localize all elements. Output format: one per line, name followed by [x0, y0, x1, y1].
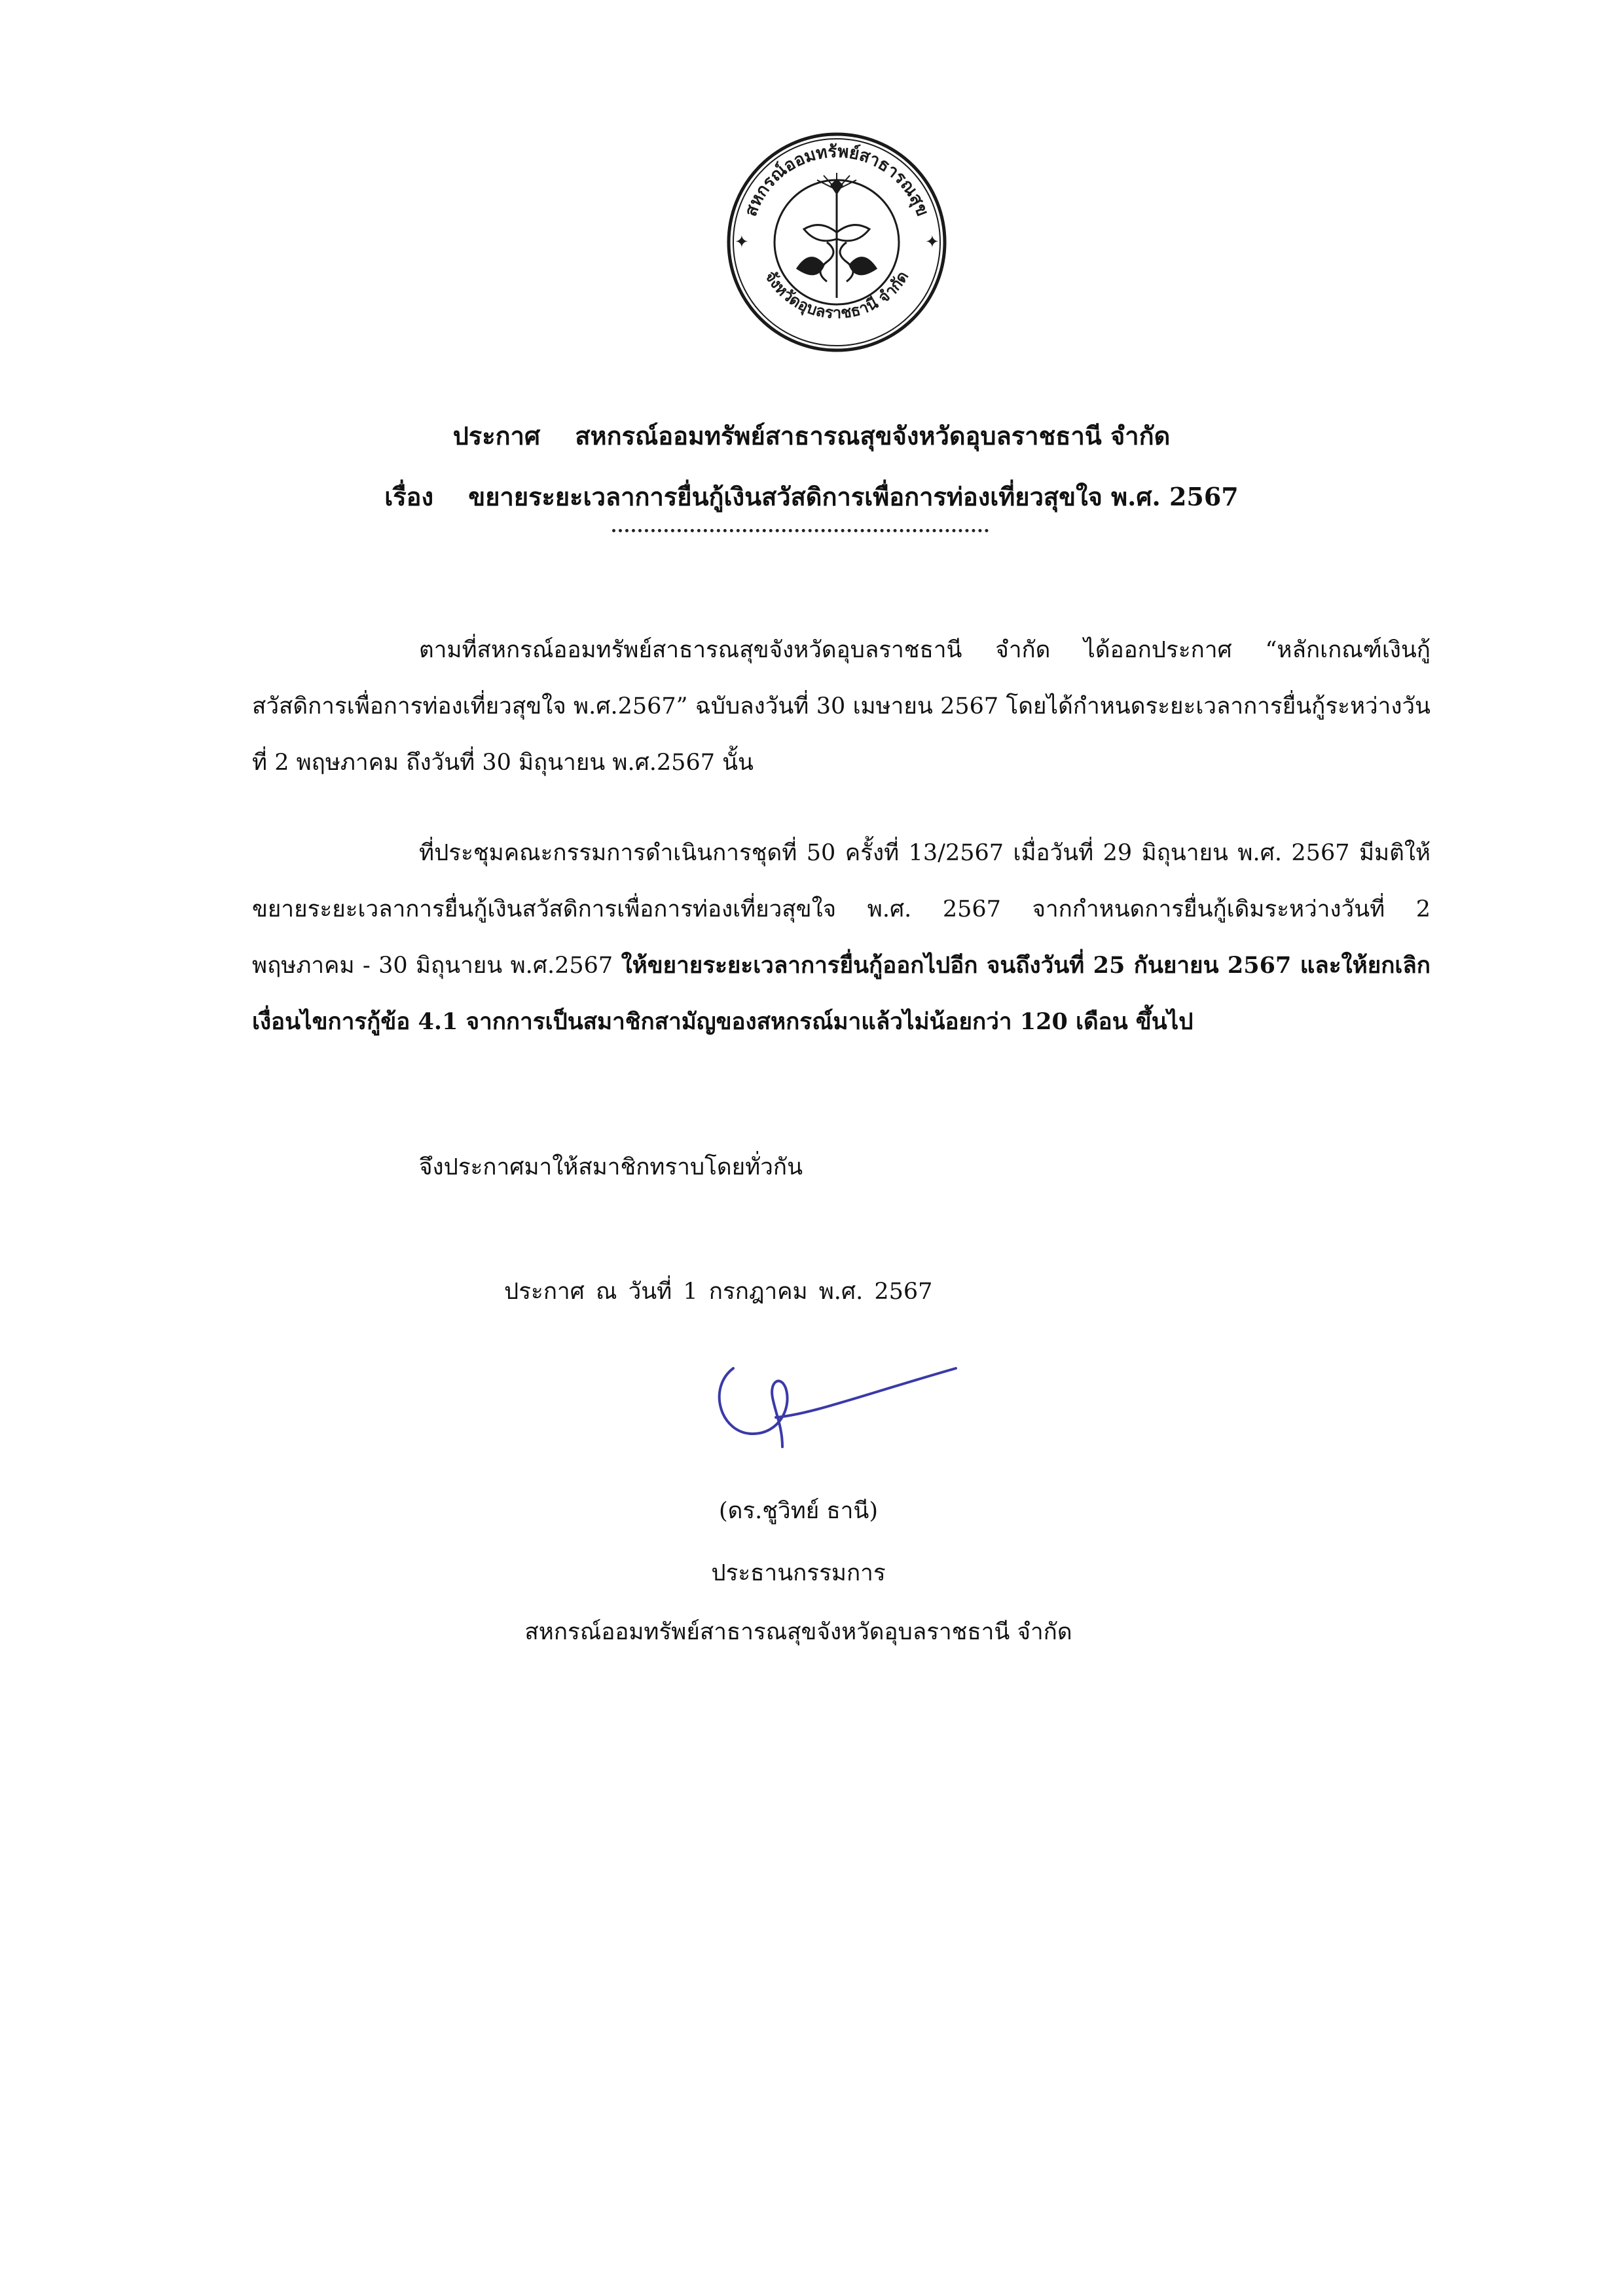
paragraph-2-bold-text: ให้ขยายระยะเวลาการยื่นกู้ออกไปอีก จนถึงวันที่ 25 กันยายน 2567 และให้ยกเลิกเงื่อนไขการกู้ข้อ 4.1 จากการเป็นสมาชิกสามัญของสหกรณ์มาแล้วไม่น้อยกว่า 120 เดือน ขึ้นไป — [252, 952, 1431, 1035]
caduceus-emblem-icon — [797, 173, 876, 298]
announcement-date: ประกาศ ณ วันที่ 1 กรกฎาคม พ.ศ. 2567 — [504, 1279, 933, 1305]
body-paragraph-1 — [252, 622, 1431, 791]
cooperative-seal — [725, 131, 948, 354]
signer-position: ประธานกรรมการ — [711, 1560, 886, 1586]
paragraph-2-text: ที่ประชุมคณะกรรมการดำเนินการชุดที่ 50 ครั้งที่ 13/2567 เมื่อวันที่ 29 มิถุนายน พ.ศ. 2567 มีมติให้ขยายระยะเวลาการยื่นกู้เงินสวัสดิการเพื่อการท่องเที่ยวสุขใจ พ.ศ. 2567 จากกำหนดการยื่นกู้เดิมระหว่างวันที่ 2 พฤษภาคม - 30 มิถุนายน พ.ศ.2567 — [252, 840, 1431, 979]
body-paragraph-2 — [252, 825, 1431, 1050]
seal-bottom-text: จังหวัดอุบลราชธานี จำกัด — [761, 267, 913, 323]
seal-left-ornament-icon: ✦ — [735, 232, 749, 252]
body-paragraph-3: จึงประกาศมาให้สมาชิกทราบโดยทั่วกัน — [419, 1154, 803, 1180]
announcement-subject — [0, 477, 1623, 517]
subject-label: เรื่อง — [384, 482, 434, 511]
announcement-title — [0, 416, 1623, 456]
announcement-org: สหกรณ์ออมทรัพย์สาธารณสุขจังหวัดอุบลราชธานี จำกัด — [575, 421, 1171, 450]
paragraph-1-text: ตามที่สหกรณ์ออมทรัพย์สาธารณสุขจังหวัดอุบลราชธานี จำกัด ได้ออกประกาศ “หลักเกณฑ์เงินกู้สวัสดิการเพื่อการท่องเที่ยวสุขใจ พ.ศ.2567” ฉบับลงวันที่ 30 เมษายน 2567 โดยได้กำหนดระยะเวลาการยื่นกู้ระหว่างวันที่ 2 พฤษภาคม ถึงวันที่ 30 มิถุนายน พ.ศ.2567 นั้น — [252, 637, 1431, 776]
seal-right-ornament-icon: ✦ — [925, 232, 939, 252]
announcement-label: ประกาศ — [452, 421, 541, 450]
dotted-divider — [612, 529, 989, 532]
signer-name: (ดร.ชูวิทย์ ธานี) — [718, 1498, 879, 1524]
handwritten-signature — [707, 1349, 982, 1467]
subject-text: ขยายระยะเวลาการยื่นกู้เงินสวัสดิการเพื่อการท่องเที่ยวสุขใจ พ.ศ. 2567 — [468, 482, 1239, 511]
signer-organization: สหกรณ์ออมทรัพย์สาธารณสุขจังหวัดอุบลราชธานี จำกัด — [524, 1619, 1072, 1645]
seal-top-text: สหกรณ์ออมทรัพย์สาธารณสุข — [740, 141, 933, 219]
